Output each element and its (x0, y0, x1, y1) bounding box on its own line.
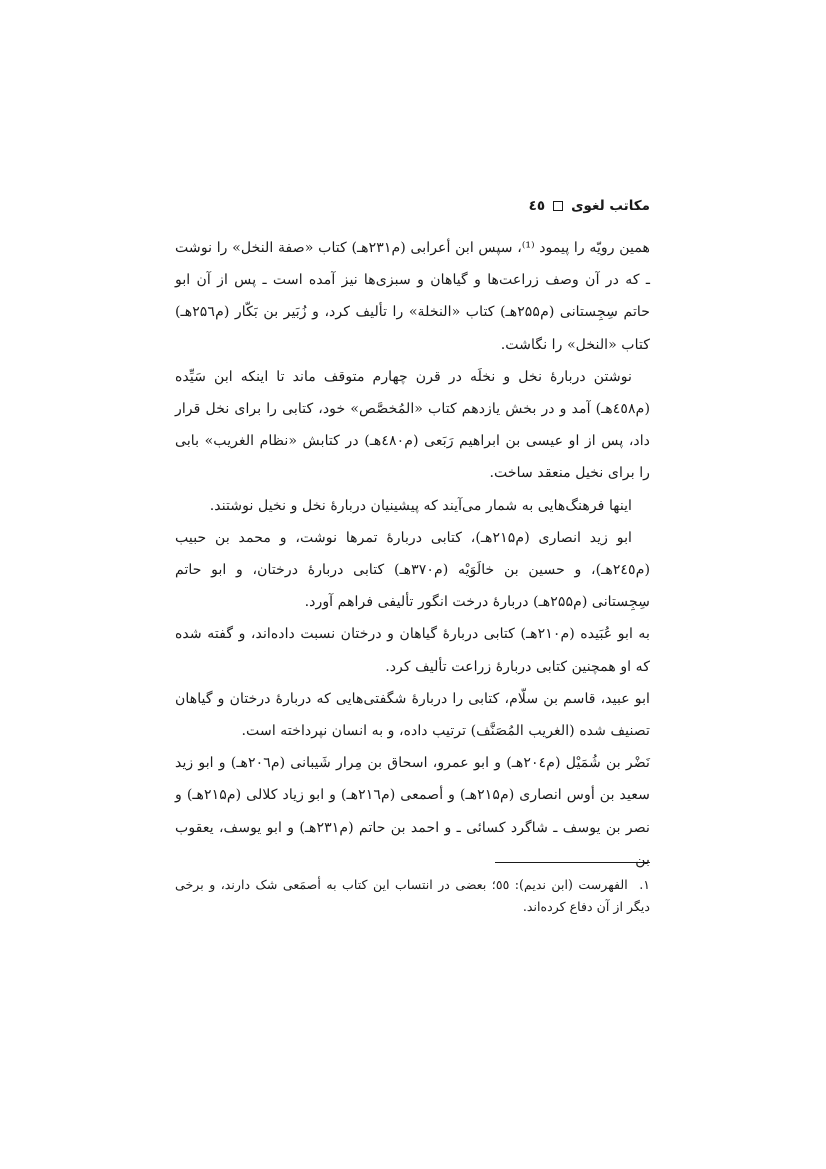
paragraph: نوشتن دربارهٔ نخل و نخلَه در قرن چهارم متوقف ماند تا اینکه ابن سَیِّده (م٤٥٨هـ) آمد و در بخش یازدهم کتاب «المُخصَّص» خود، کتابی را برای نخل قرار داد، پس از او عیسی بن ابراهیم رَبَعی (م٤۸۰هـ) در کتابش «نظام الغریب» بابی را برای نخیل منعقد ساخت. (175, 368, 650, 482)
footnote (175, 874, 650, 918)
paragraph: به ابو عُبَیده (م۲۱۰هـ) کتابی دربارهٔ گیاهان و درختان نسبت داده‌اند، و گفته شده که او همچنین کتابی دربارهٔ زراعت تألیف کرد. (175, 626, 650, 675)
paragraph: اینها فرهنگ‌هایی به شمار می‌آیند که پیشینیان دربارهٔ نخل و نخیل نوشتند. (209, 497, 632, 514)
square-ornament-icon (553, 201, 563, 211)
footnote-divider (495, 862, 650, 863)
running-header (529, 198, 650, 214)
footnote-text: الفهرست (ابن ندیم): ٥٥؛ بعضی در انتساب این کتاب به أصمَعی شک دارند، و برخی دیگر از آن دفاع کرده‌اند. (175, 877, 650, 914)
paragraph: همین رویّه را پیمود ⁽¹⁾، سپس ابن أعرابی (م۲۳۱هـ) کتاب «صفة النخل» را نوشت ـ که در آن وصف زراعت‌ها و گیاهان و سبزی‌ها نیز آمده است ـ پس از آن ابو حاتم سِجِستانی (م۲۵۵هـ) کتاب «النخلة» را تألیف کرد، و زُبَیر بن بَکّار (م۲۵٦هـ) کتاب «النخل» را نگاشت. (175, 240, 651, 353)
footnote-number: ۱. (639, 877, 650, 892)
page-number: ٤٥ (528, 198, 546, 214)
paragraph: ابو عبید، قاسم بن سلّام، کتابی را دربارهٔ شگفتی‌هایی که دربارهٔ درختان و گیاهان تصنیف شده (الغریب المُصَنَّف) ترتیب داده، و به انسان نپرداخته است. (175, 690, 650, 740)
header-title: مکاتب لغوی (571, 198, 650, 214)
paragraph: ابو زید انصاری (م۲۱۵هـ)، کتابی دربارهٔ تمرها نوشت، و محمد بن حبیب (م۲٤٥هـ)، و حسین بن خالَوَیْه (م۳۷۰هـ) کتابی دربارهٔ درختان، و ابو حاتم سِجِستانی (م۲۵۵هـ) دربارهٔ درخت انگور تألیفی فراهم آورد. (175, 529, 651, 611)
paragraph: نَضْر بن شُمَیْل (م۲۰٤هـ) و ابو عمرو، اسحاق بن مِرار شَیبانی (م۲۰٦هـ) و ابو زید سعید بن أوس انصاری (م۲۱۵هـ) و أصمعی (م۲۱٦هـ) و ابو زیاد کلالی (م۲۱۵هـ) و نصر بن یوسف ـ شاگرد کسائی ـ و احمد بن حاتم (م۲۳۱هـ) و ابو یوسف، یعقوب بن (175, 755, 651, 868)
main-text (175, 232, 650, 876)
